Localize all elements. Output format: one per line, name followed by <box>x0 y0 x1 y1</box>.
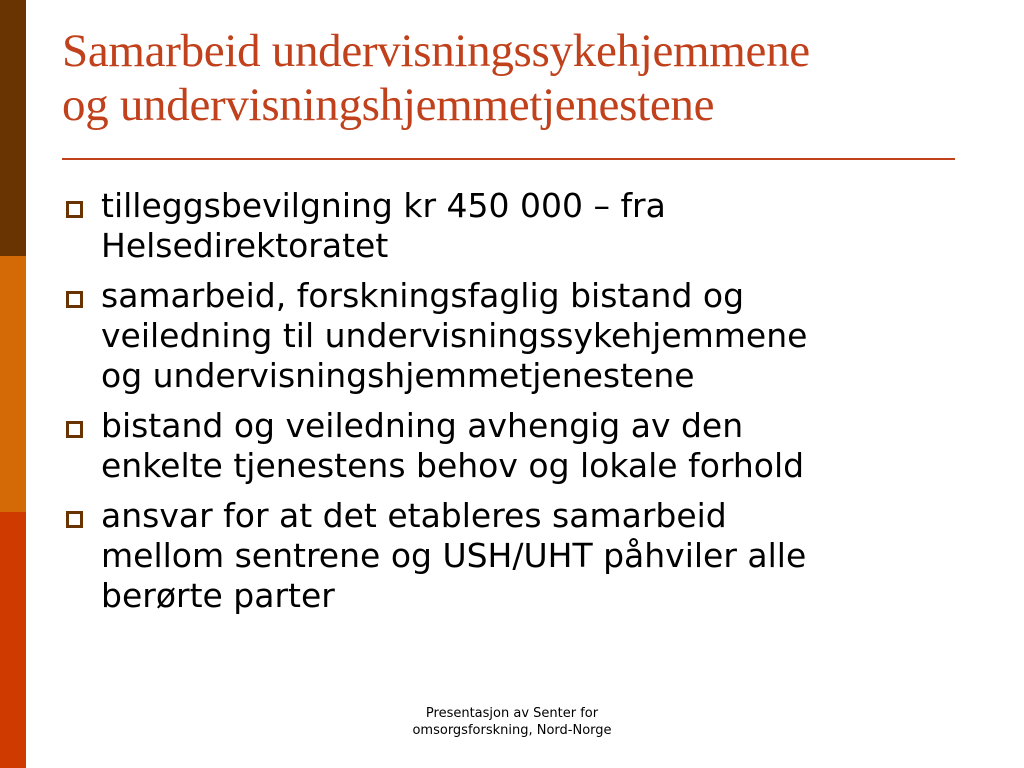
side-bar-bottom <box>0 512 26 768</box>
bullet-text-line: tilleggsbevilgning kr 450 000 – fra <box>101 186 666 225</box>
bullet-item <box>62 406 992 486</box>
bullet-text-line: bistand og veiledning avhengig av den <box>101 406 744 445</box>
footer-line-1: Presentasjon av Senter for <box>425 706 599 721</box>
hollow-square-bullet-icon <box>66 291 83 308</box>
slide-title-line-2: og undervisningshjemmetjenestene <box>62 79 715 131</box>
side-bar-top <box>0 0 26 256</box>
slide-title-line-1: Samarbeid undervisningssykehjemmene <box>62 25 810 77</box>
hollow-square-bullet-icon <box>66 511 83 528</box>
bullet-text-line: ansvar for at det etableres samarbeid <box>101 496 727 535</box>
bullet-text-line: mellom sentrene og USH/UHT påhviler alle <box>101 536 807 575</box>
bullet-item <box>62 186 992 266</box>
bullet-item <box>62 276 992 396</box>
bullet-text-line: Helsedirektoratet <box>101 226 389 265</box>
footer-line-2: omsorgsforskning, Nord-Norge <box>412 723 612 738</box>
bullet-text-line: enkelte tjenestens behov og lokale forhold <box>101 446 805 485</box>
slide-footer <box>362 705 662 739</box>
bullet-text-line: og undervisningshjemmetjenestene <box>101 356 695 395</box>
bullet-text-line: veiledning til undervisningssykehjemmene <box>101 316 808 355</box>
title-underline <box>62 158 955 160</box>
bullet-text-line: samarbeid, forskningsfaglig bistand og <box>101 276 745 315</box>
side-bar-middle <box>0 256 26 512</box>
hollow-square-bullet-icon <box>66 201 83 218</box>
hollow-square-bullet-icon <box>66 421 83 438</box>
bullet-text-line: berørte parter <box>101 576 335 615</box>
bullet-list <box>62 186 992 626</box>
bullet-item <box>62 496 992 616</box>
slide-title <box>62 24 982 132</box>
